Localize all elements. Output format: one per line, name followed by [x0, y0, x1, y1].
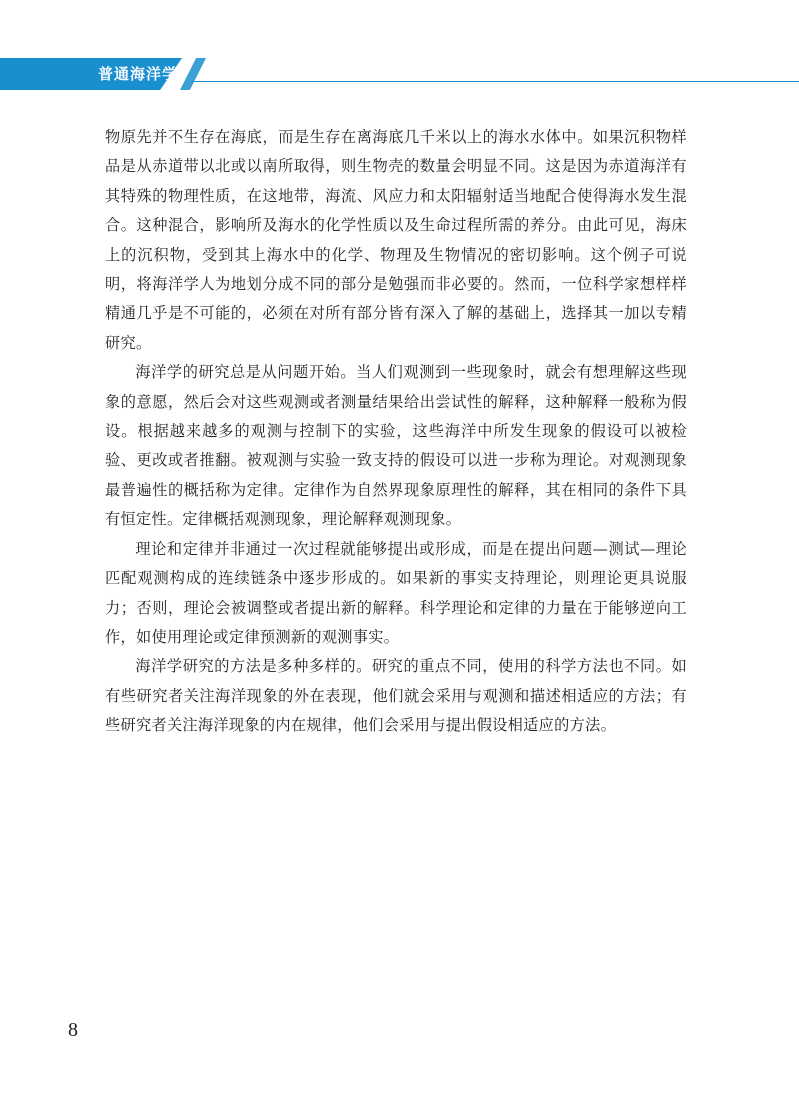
header-stripe: [180, 58, 206, 90]
paragraph: 海洋学研究的方法是多种多样的。研究的重点不同，使用的科学方法也不同。如有些研究者关注海洋现象的外在表现，他们就会采用与观测和描述相适应的方法；有些研究者关注海洋现象的内在规律，他们会采用与提出假设相适应的方法。: [105, 657, 687, 735]
book-title: 普通海洋学: [98, 65, 179, 83]
header-rule: [192, 81, 799, 82]
paragraph-continued: 物原先并不生存在海底，而是生存在离海底几千米以上的海水水体中。如果沉积物样品是从赤道带以北或以南所取得，则生物壳的数量会明显不同。这是因为赤道海洋有其特殊的物理性质，在这地带，海流、风应力和太阳辐射适当地配合使得海水发生混合。这种混合，影响所及海水的化学性质以及生命过程所需的养分。由此可见，海床上的沉积物，受到其上海水中的化学、物理及生物情况的密切影响。这个例子可说明，将海洋学人为地划分成不同的部分是勉强而非必要的。然而，一位科学家想样样精通几乎是不可能的，必须在对所有部分皆有深入了解的基础上，选择其一加以专精研究。: [105, 128, 687, 352]
paragraph: 海洋学的研究总是从问题开始。当人们观测到一些现象时，就会有想理解这些现象的意愿，然后会对这些观测或者测量结果给出尝试性的解释，这种解释一般称为假设。根据越来越多的观测与控制下的实验，这些海洋中所发生现象的假设可以被检验、更改或者推翻。被观测与实验一致支持的假设可以进一步称为理论。对观测现象最普遍性的概括称为定律。定律作为自然界现象原理性的解释，其在相同的条件下具有恒定性。定律概括观测现象，理论解释观测现象。: [105, 363, 687, 529]
body-text: [105, 123, 687, 741]
running-header: [0, 58, 799, 92]
page-number: 8: [68, 1019, 78, 1041]
paragraph: 理论和定律并非通过一次过程就能够提出或形成，而是在提出问题—测试—理论匹配观测构成的连续链条中逐步形成的。如果新的事实支持理论，则理论更具说服力；否则，理论会被调整或者提出新的解释。科学理论和定律的力量在于能够逆向工作，如使用理论或定律预测新的观测事实。: [105, 539, 687, 646]
